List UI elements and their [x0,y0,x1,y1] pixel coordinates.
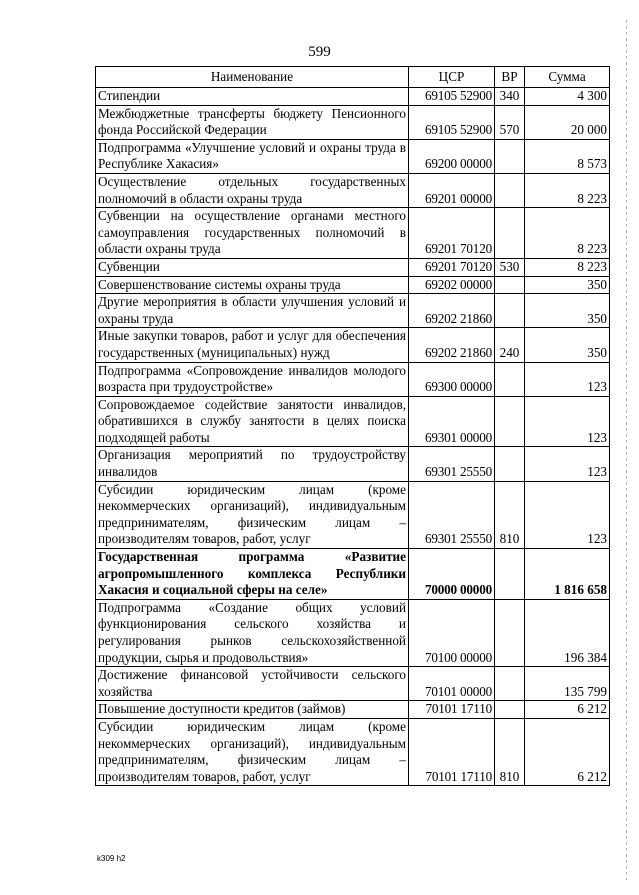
header-vr: ВР [495,67,525,88]
cell-name: Подпрограмма «Улучшение условий и охраны труда в Республике Хакасия» [96,139,409,173]
cell-name: Субсидии юридическим лицам (кроме некоммерческих организаций), индивидуальным предпринимателям, физическим лицам – производителям товаров, работ, услуг [96,718,409,785]
cell-vr: 530 [495,258,525,276]
cell-name: Подпрограмма «Создание общих условий функционирования сельского хозяйства и регулирования рынков сельскохозяйственной продукции, сырья и продовольствия» [96,599,409,666]
table-row [96,718,610,785]
table-row [96,276,610,294]
cell-csr: 69202 00000 [409,276,495,294]
cell-vr [495,139,525,173]
cell-vr: 810 [495,481,525,548]
cell-vr: 340 [495,88,525,106]
cell-vr [495,294,525,328]
cell-sum: 8 223 [525,258,610,276]
cell-vr [495,701,525,719]
cell-vr [495,173,525,207]
cell-csr: 70101 17110 [409,718,495,785]
table-row [96,208,610,259]
cell-vr [495,208,525,259]
table-row [96,549,610,600]
scan-edge-line [626,20,627,880]
cell-name: Организация мероприятий по трудоустройству инвалидов [96,447,409,481]
footer-code: k309 h2 [97,854,126,863]
cell-vr: 570 [495,105,525,139]
cell-vr [495,549,525,600]
cell-vr [495,276,525,294]
cell-sum: 350 [525,276,610,294]
cell-csr: 69201 70120 [409,208,495,259]
table-row [96,139,610,173]
cell-sum: 350 [525,328,610,362]
cell-name: Субсидии юридическим лицам (кроме некоммерческих организаций), индивидуальным предпринимателям, физическим лицам – производителям товаров, работ, услуг [96,481,409,548]
budget-table [95,66,610,786]
table-header-row [96,67,610,88]
cell-sum: 1 816 658 [525,549,610,600]
cell-sum: 196 384 [525,599,610,666]
cell-csr: 69200 00000 [409,139,495,173]
cell-sum: 135 799 [525,667,610,701]
table-row [96,481,610,548]
cell-csr: 69301 25550 [409,481,495,548]
cell-csr: 70101 17110 [409,701,495,719]
cell-csr: 69202 21860 [409,328,495,362]
cell-sum: 123 [525,481,610,548]
cell-name: Государственная программа «Развитие агропромышленного комплекса Республики Хакасия и социальной сферы на селе» [96,549,409,600]
cell-name: Субвенции [96,258,409,276]
cell-sum: 8 573 [525,139,610,173]
cell-sum: 123 [525,396,610,447]
cell-sum: 8 223 [525,173,610,207]
table-body [96,88,610,786]
cell-csr: 69301 00000 [409,396,495,447]
table-row [96,362,610,396]
cell-sum: 123 [525,447,610,481]
cell-name: Сопровождаемое содействие занятости инвалидов, обратившихся в службу занятости в целях поиска подходящей работы [96,396,409,447]
cell-vr [495,667,525,701]
header-csr: ЦСР [409,67,495,88]
cell-sum: 20 000 [525,105,610,139]
cell-name: Достижение финансовой устойчивости сельского хозяйства [96,667,409,701]
cell-name: Стипендии [96,88,409,106]
page-number: 599 [308,44,331,60]
table-row [96,396,610,447]
cell-name: Осуществление отдельных государственных полномочий в области охраны труда [96,173,409,207]
table-row [96,173,610,207]
cell-csr: 69300 00000 [409,362,495,396]
table-row [96,701,610,719]
cell-csr: 69201 70120 [409,258,495,276]
header-name: Наименование [96,67,409,88]
table-row [96,88,610,106]
table-row [96,258,610,276]
cell-vr: 240 [495,328,525,362]
cell-name: Другие мероприятия в области улучшения условий и охраны труда [96,294,409,328]
cell-csr: 69105 52900 [409,105,495,139]
cell-sum: 123 [525,362,610,396]
cell-csr: 70101 00000 [409,667,495,701]
table-row [96,599,610,666]
cell-sum: 6 212 [525,718,610,785]
table-row [96,294,610,328]
cell-csr: 70000 00000 [409,549,495,600]
cell-name: Межбюджетные трансферты бюджету Пенсионного фонда Российской Федерации [96,105,409,139]
table-row [96,105,610,139]
cell-csr: 69105 52900 [409,88,495,106]
header-sum: Сумма [525,67,610,88]
cell-csr: 69301 25550 [409,447,495,481]
cell-name: Субвенции на осуществление органами местного самоуправления государственных полномочий в области охраны труда [96,208,409,259]
cell-name: Подпрограмма «Сопровождение инвалидов молодого возраста при трудоустройстве» [96,362,409,396]
cell-vr: 810 [495,718,525,785]
cell-vr [495,362,525,396]
cell-name: Повышение доступности кредитов (займов) [96,701,409,719]
cell-name: Совершенствование системы охраны труда [96,276,409,294]
cell-vr [495,599,525,666]
cell-csr: 69202 21860 [409,294,495,328]
cell-sum: 8 223 [525,208,610,259]
cell-vr [495,447,525,481]
cell-sum: 6 212 [525,701,610,719]
cell-csr: 70100 00000 [409,599,495,666]
cell-name: Иные закупки товаров, работ и услуг для обеспечения государственных (муниципальных) нужд [96,328,409,362]
table-row [96,667,610,701]
cell-csr: 69201 00000 [409,173,495,207]
cell-sum: 350 [525,294,610,328]
table-row [96,328,610,362]
cell-sum: 4 300 [525,88,610,106]
table-row [96,447,610,481]
cell-vr [495,396,525,447]
